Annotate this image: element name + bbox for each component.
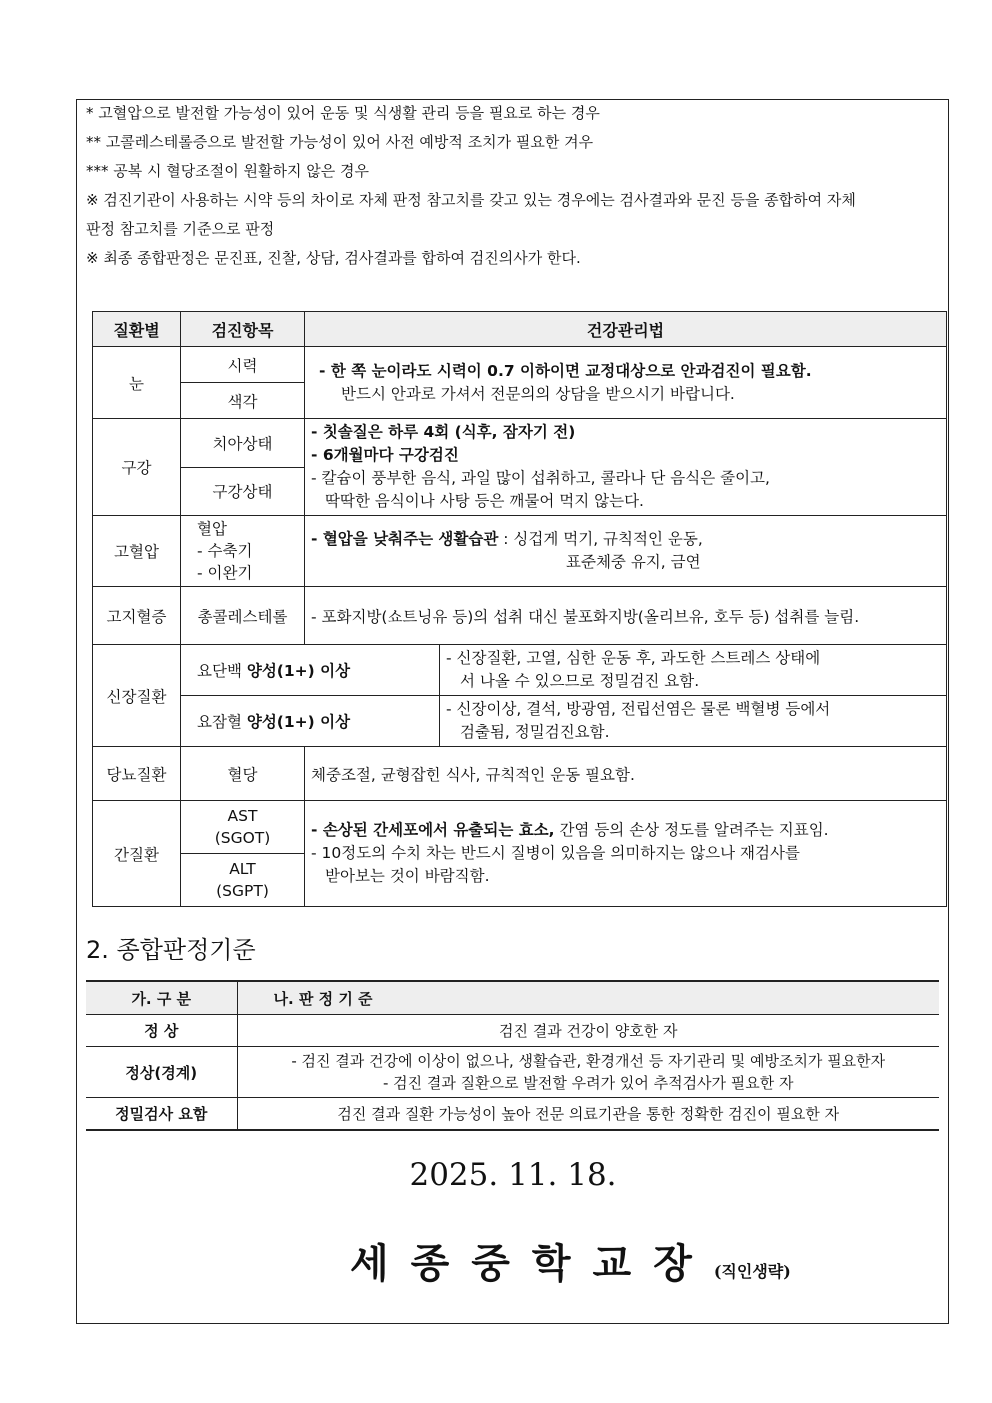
sgpt-label: (SGPT)	[216, 882, 269, 900]
item-glucose: 혈당	[181, 747, 305, 801]
bp-rest: : 싱겁게 먹기, 규칙적인 운동,	[503, 530, 703, 548]
signature	[350, 1232, 791, 1289]
header-disease: 질환별	[93, 312, 181, 347]
criteria-label-borderline: 정상(경계)	[86, 1047, 237, 1098]
footnotes	[86, 99, 936, 273]
urine-blood-label: 요잠혈	[197, 713, 247, 731]
bp-item-3: - 이완기	[197, 564, 253, 582]
header-method: 건강관리법	[305, 312, 947, 347]
urine-blood-threshold: 양성(1+) 이상	[246, 713, 351, 731]
disease-bp: 고혈압	[93, 516, 181, 587]
kidney-desc-1b: 서 나올 수 있으므로 정밀검진 요함.	[460, 672, 700, 690]
oral-line-1: - 칫솔질은 하루 4회 (식후, 잠자기 전)	[311, 423, 576, 441]
signature-name: 세종중학교장	[350, 1240, 714, 1287]
oral-line-2: - 6개월마다 구강검진	[311, 446, 459, 464]
ast-label: AST	[227, 807, 258, 825]
disease-lipid: 고지혈증	[93, 587, 181, 645]
urine-protein-threshold: 양성(1+) 이상	[246, 662, 351, 680]
table-header-row	[93, 312, 947, 347]
criteria-desc-normal: 검진 결과 건강이 양호한 자	[237, 1015, 939, 1047]
method-urine-protein	[440, 645, 947, 696]
criteria-head-standard: 나. 판 정 기 준	[237, 981, 939, 1015]
method-bp	[305, 516, 947, 587]
item-mouth: 구강상태	[181, 467, 305, 516]
header-item: 검진항목	[181, 312, 305, 347]
alt-label: ALT	[229, 860, 256, 878]
criteria-desc-borderline	[237, 1047, 939, 1098]
note-1: * 고혈압으로 발전할 가능성이 있어 운동 및 식생활 관리 등을 필요로 하는 경우	[86, 104, 600, 122]
method-liver	[305, 801, 947, 907]
eye-line-2: 반드시 안과로 가셔서 전문의의 상담을 받으시기 바랍니다.	[341, 384, 735, 403]
method-eye	[305, 347, 947, 419]
note-6: ※ 최종 종합판정은 문진표, 진찰, 상담, 검사결과를 합하여 검진의사가 한다.	[86, 249, 581, 267]
note-2: ** 고콜레스테롤증으로 발전할 가능성이 있어 사전 예방적 조치가 필요한 겨우	[86, 133, 594, 151]
borderline-desc-2: - 검진 결과 질환으로 발전할 우려가 있어 추적검사가 필요한 자	[382, 1074, 794, 1092]
disease-oral: 구강	[93, 419, 181, 516]
bp-item-2: - 수축기	[197, 542, 253, 560]
table-row	[93, 696, 947, 747]
urine-protein-label: 요단백	[197, 662, 247, 680]
criteria-head-category: 가. 구 분	[86, 981, 237, 1015]
oral-line-4: 딱딱한 음식이나 사탕 등은 깨물어 먹지 않는다.	[325, 492, 644, 510]
disease-diabetes: 당뇨질환	[93, 747, 181, 801]
note-5: 판정 참고치를 기준으로 판정	[86, 220, 275, 238]
item-ast	[181, 801, 305, 854]
document-date: 2025. 11. 18.	[409, 1157, 617, 1193]
item-urine-blood	[181, 696, 440, 747]
item-urine-protein	[181, 645, 440, 696]
table-row	[86, 1047, 939, 1098]
item-color: 색각	[181, 383, 305, 419]
oral-line-3: - 칼슘이 풍부한 음식, 과일 많이 섭취하고, 콜라나 단 음식은 줄이고,	[311, 469, 770, 487]
item-cholesterol: 총콜레스테롤	[181, 587, 305, 645]
liver-rest: 간염 등의 손상 정도를 알려주는 지표임.	[554, 821, 829, 839]
criteria-table	[86, 980, 939, 1131]
disease-kidney: 신장질환	[93, 645, 181, 747]
table-row	[93, 587, 947, 645]
health-management-table	[92, 311, 947, 907]
table-row	[93, 347, 947, 383]
disease-eye: 눈	[93, 347, 181, 419]
criteria-label-normal: 정 상	[86, 1015, 237, 1047]
item-bp	[181, 516, 305, 587]
liver-line-2: - 10정도의 수치 차는 반드시 질병이 있음을 의미하지는 않으나 재검사를	[311, 844, 800, 862]
criteria-label-detailed: 정밀검사 요함	[86, 1098, 237, 1130]
note-4: ※ 검진기관이 사용하는 시약 등의 차이로 자체 판정 참고치를 갖고 있는 경우에는 검사결과와 문진 등을 종합하여 자체	[86, 191, 856, 209]
liver-line-3: 받아보는 것이 바람직함.	[325, 867, 490, 885]
table-row	[93, 801, 947, 854]
criteria-header-row	[86, 981, 939, 1015]
item-alt	[181, 854, 305, 907]
method-diabetes: 체중조절, 균형잡힌 식사, 규칙적인 운동 필요함.	[305, 747, 947, 801]
table-row	[93, 516, 947, 587]
table-row	[93, 419, 947, 468]
kidney-desc-2a: - 신장이상, 결석, 방광염, 전립선염은 물론 백혈병 등에서	[446, 700, 831, 718]
method-oral	[305, 419, 947, 516]
method-urine-blood	[440, 696, 947, 747]
borderline-desc-1: - 검진 결과 건강에 이상이 없으나, 생활습관, 환경개선 등 자기관리 및 예방조치가 필요한자	[291, 1052, 886, 1070]
section-2-title: 2. 종합판정기준	[86, 936, 256, 964]
table-row	[86, 1098, 939, 1130]
kidney-desc-1a: - 신장질환, 고열, 심한 운동 후, 과도한 스트레스 상태에	[446, 649, 821, 667]
table-row	[93, 645, 947, 696]
item-teeth: 치아상태	[181, 419, 305, 468]
liver-bold: - 손상된 간세포에서 유출되는 효소,	[311, 821, 555, 839]
bp-bold: - 혈압을 낮춰주는 생활습관	[311, 530, 499, 548]
bp-rest-2: 표준체중 유지, 금연	[566, 553, 701, 571]
eye-line-1: - 한 쪽 눈이라도 시력이 0.7 이하이면 교정대상으로 안과검진이 필요함.	[319, 361, 812, 380]
table-row	[93, 747, 947, 801]
note-3: *** 공복 시 혈당조절이 원활하지 않은 경우	[86, 162, 369, 180]
kidney-desc-2b: 검출됨, 정밀검진요함.	[460, 723, 610, 741]
signature-note: (직인생략)	[713, 1262, 791, 1281]
table-row	[86, 1015, 939, 1047]
sgot-label: (SGOT)	[214, 829, 271, 847]
disease-liver: 간질환	[93, 801, 181, 907]
criteria-desc-detailed: 검진 결과 질환 가능성이 높아 전문 의료기관을 통한 정확한 검진이 필요한 자	[237, 1098, 939, 1130]
item-vision: 시력	[181, 347, 305, 383]
method-lipid: - 포화지방(쇼트닝유 등)의 섭취 대신 불포화지방(올리브유, 호두 등) 섭취를 늘림.	[305, 587, 947, 645]
bp-item-1: 혈압	[197, 520, 227, 538]
